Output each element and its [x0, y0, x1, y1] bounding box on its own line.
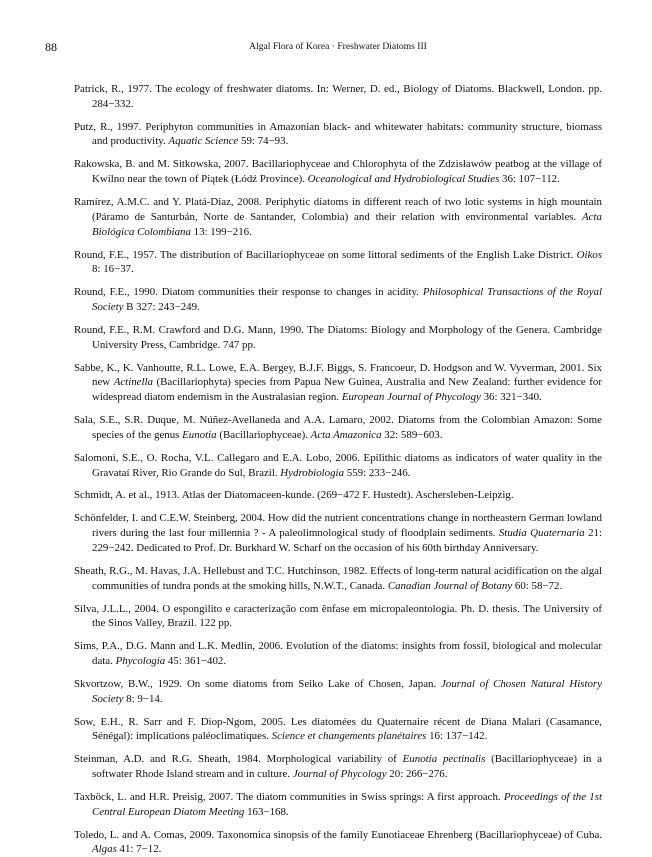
reference-italic-text: Science et changements planétaires	[271, 730, 427, 743]
reference-italic-text: Oikos	[576, 248, 602, 261]
reference-entry	[74, 248, 602, 278]
reference-italic-text: Philosophical Transactions of the Royal Society	[92, 286, 602, 314]
reference-text: 60: 58−72.	[512, 579, 563, 592]
reference-text: 32: 589−603.	[381, 428, 443, 441]
reference-italic-text: Phycologia	[115, 655, 166, 668]
reference-text: Sala, S.E., S.R. Duque, M. Núñez-Avellaneda and A.A. Lamaro, 2002. Diatoms from the Colombian Amazon: Some species of the genus	[74, 414, 602, 441]
reference-italic-text: Algas	[92, 843, 117, 856]
reference-text: 20: 266−276.	[386, 768, 448, 781]
reference-text: Sims, P.A., D.G. Mann and L.K. Medlin, 2006. Evolution of the diatoms: insights from fossil, biological and molecular data.	[74, 640, 602, 668]
reference-text: Schmidt, A. et al., 1913. Atlas der Diatomaceen-kunde. (269−472 F. Hustedt). Aschersleben-Leipzig.	[74, 489, 514, 502]
reference-entry	[74, 451, 602, 481]
reference-entry	[74, 602, 602, 632]
running-title: Algal Flora of Korea · Freshwater Diatoms III	[249, 41, 427, 52]
reference-text: 8: 16−37.	[92, 263, 134, 276]
reference-entry	[74, 361, 602, 405]
reference-entry	[74, 323, 602, 353]
reference-text: Patrick, R., 1977. The ecology of freshwater diatoms. In: Werner, D. ed., Biology of Diatoms. Blackwell, London. pp. 284−332.	[74, 83, 602, 110]
reference-italic-text: Proceedings of the 1st Central European Diatom Meeting	[92, 790, 602, 818]
reference-italic-text: Actinella	[113, 376, 154, 389]
reference-text: (Bacillariophyta) species from Papua New Guinea, Australia and New Zealand: further evidence for widespread diatom endemism in the Australasian region.	[92, 376, 603, 404]
reference-entry	[74, 82, 602, 112]
reference-text: Putz, R., 1997. Periphyton communities in Amazonian black- and whitewater habitats: community structure, biomass and productivity.	[74, 120, 602, 148]
reference-entry	[74, 120, 602, 150]
reference-text: 45: 361−402.	[165, 655, 227, 668]
reference-italic-text: European Journal of Phycology	[341, 391, 481, 404]
reference-entry	[74, 828, 602, 857]
reference-text: 163−168.	[244, 805, 289, 818]
reference-text: Round, F.E., 1957. The distribution of Bacillariophyceae on some littoral sediments of the English Lake District.	[74, 248, 577, 261]
reference-italic-text: Hydrobiologia	[280, 466, 345, 479]
reference-text: 36: 321−340.	[480, 391, 542, 404]
reference-italic-text: Eunotia pectinalis	[402, 753, 486, 766]
reference-text: Ramírez, A.M.C. and Y. Platá-Diaz, 2008. Periphytic diatoms in different reach of two lotic systems in high mountain (Páramo de Santurbán, Norte de Santander, Colombia) and their relation with environmental variables.	[74, 196, 602, 223]
reference-text: 21: 229−242. Dedicated to Prof. Dr. Burkhard W. Scharf on the occasion of his 60th birthday Anniversary.	[92, 527, 602, 554]
reference-text: Schönfelder, I. and C.E.W. Steinberg, 2004. How did the nutrient concentrations change in northeastern German lowland rivers during the last four millennia ? - A paleolimnological study of floodplain sediments.	[74, 512, 602, 540]
reference-italic-text: Acta Amazonica	[310, 428, 382, 441]
running-header	[45, 40, 602, 56]
reference-text: Salomoni, S.E., O. Rocha, V.L. Callegaro and E.A. Lobo, 2006. Epilithic diatoms as indicators of water quality in the Gravataí River, Rio Grande do Sul, Brazil.	[74, 451, 602, 479]
reference-entry	[74, 511, 602, 555]
reference-italic-text: Eunotia	[182, 428, 217, 441]
reference-entry	[74, 195, 602, 239]
reference-text: Skvortzow, B.W., 1929. On some diatoms from Seiko Lake of Chosen, Japan.	[74, 677, 442, 690]
reference-text: Round, F.E., 1990. Diatom communities their response to changes in acidity.	[74, 286, 423, 299]
reference-entry	[74, 285, 602, 315]
reference-text: 559: 233−246.	[344, 466, 411, 479]
reference-entry	[74, 564, 602, 594]
page-number: 88	[45, 40, 57, 54]
reference-text: 16: 137−142.	[426, 730, 488, 743]
reference-italic-text: Studia Quaternaria	[498, 527, 585, 540]
reference-text: Taxböck, L. and H.R. Preisig, 2007. The diatom communities in Swiss springs: A first approach.	[74, 790, 504, 803]
reference-text: Silva, J.L.L., 2004. O espongilito e caracterização com ênfase em micropaleontologia. Ph. D. thesis. The University of the Sinos Valley, Brazil. 122 pp.	[74, 602, 602, 630]
reference-text: (Bacillariophyceae).	[216, 428, 311, 441]
reference-text: (Bacillariophyceae) in a softwater Rhode Island stream and in culture.	[92, 753, 602, 781]
reference-italic-text: Journal of Phycology	[292, 768, 387, 781]
reference-text: 8: 9−14.	[123, 692, 163, 705]
reference-italic-text: Journal of Chosen Natural History Society	[92, 677, 602, 705]
reference-text: Rakowska, B. and M. Sitkowska, 2007. Bacillariophyceae and Chlorophyta of the Zdzisławów peatbog at the village of Kwilno near the town of Piątek (Łódź Province).	[74, 158, 602, 186]
reference-text: 13: 199−216.	[190, 225, 252, 238]
reference-entry	[74, 639, 602, 669]
reference-text: 59: 74−93.	[238, 135, 289, 148]
reference-text: Sabbe, K., K. Vanhoutte, R.L. Lowe, E.A. Bergey, B.J.F. Biggs, S. Francoeur, D. Hodgson and W. Vyverman, 2001. Six new	[74, 361, 602, 389]
reference-italic-text: Canadian Journal of Botany	[387, 579, 513, 592]
reference-entry	[74, 790, 602, 820]
reference-text: Round, F.E., R.M. Crawford and D.G. Mann, 1990. The Diatoms: Biology and Morphology of the Genera. Cambridge University Press, Cambridge. 747 pp.	[74, 323, 602, 351]
reference-entry	[74, 157, 602, 187]
reference-italic-text: Acta Biológica Colombiana	[92, 210, 602, 238]
reference-italic-text: Aquatic Science	[168, 135, 239, 148]
reference-text: Toledo, L. and A. Comas, 2009. Taxonomica sinopsis of the family Eunotiaceae Ehrenberg (Bacillariophyceae) of Cuba.	[74, 828, 602, 841]
reference-entry	[74, 715, 602, 745]
reference-list	[74, 82, 602, 857]
reference-text: 41: 7−12.	[116, 843, 162, 856]
reference-text: Sheath, R.G., M. Havas, J.A. Hellebust and T.C. Hutchinson, 1982. Effects of long-term natural acidification on the algal communities of tundra ponds at the smoking hills, N.W.T., Canada.	[74, 564, 602, 592]
reference-entry	[74, 413, 602, 443]
reference-text: Sow, E.H., R. Sarr and F. Diop-Ngom, 2005. Les diatomées du Quaternaire récent de Diana Malari (Casamance, Sénégal): implications paléoclimatiques.	[74, 715, 602, 743]
reference-italic-text: Oceanological and Hydrobiological Studies	[307, 173, 500, 186]
reference-text: 36: 107−112.	[499, 173, 560, 186]
reference-text: Steinman, A.D. and R.G. Sheath, 1984. Morphological variability of	[74, 753, 403, 766]
reference-entry	[74, 677, 602, 707]
reference-entry	[74, 488, 602, 503]
reference-entry	[74, 752, 602, 782]
reference-text: B 327: 243−249.	[123, 301, 200, 314]
